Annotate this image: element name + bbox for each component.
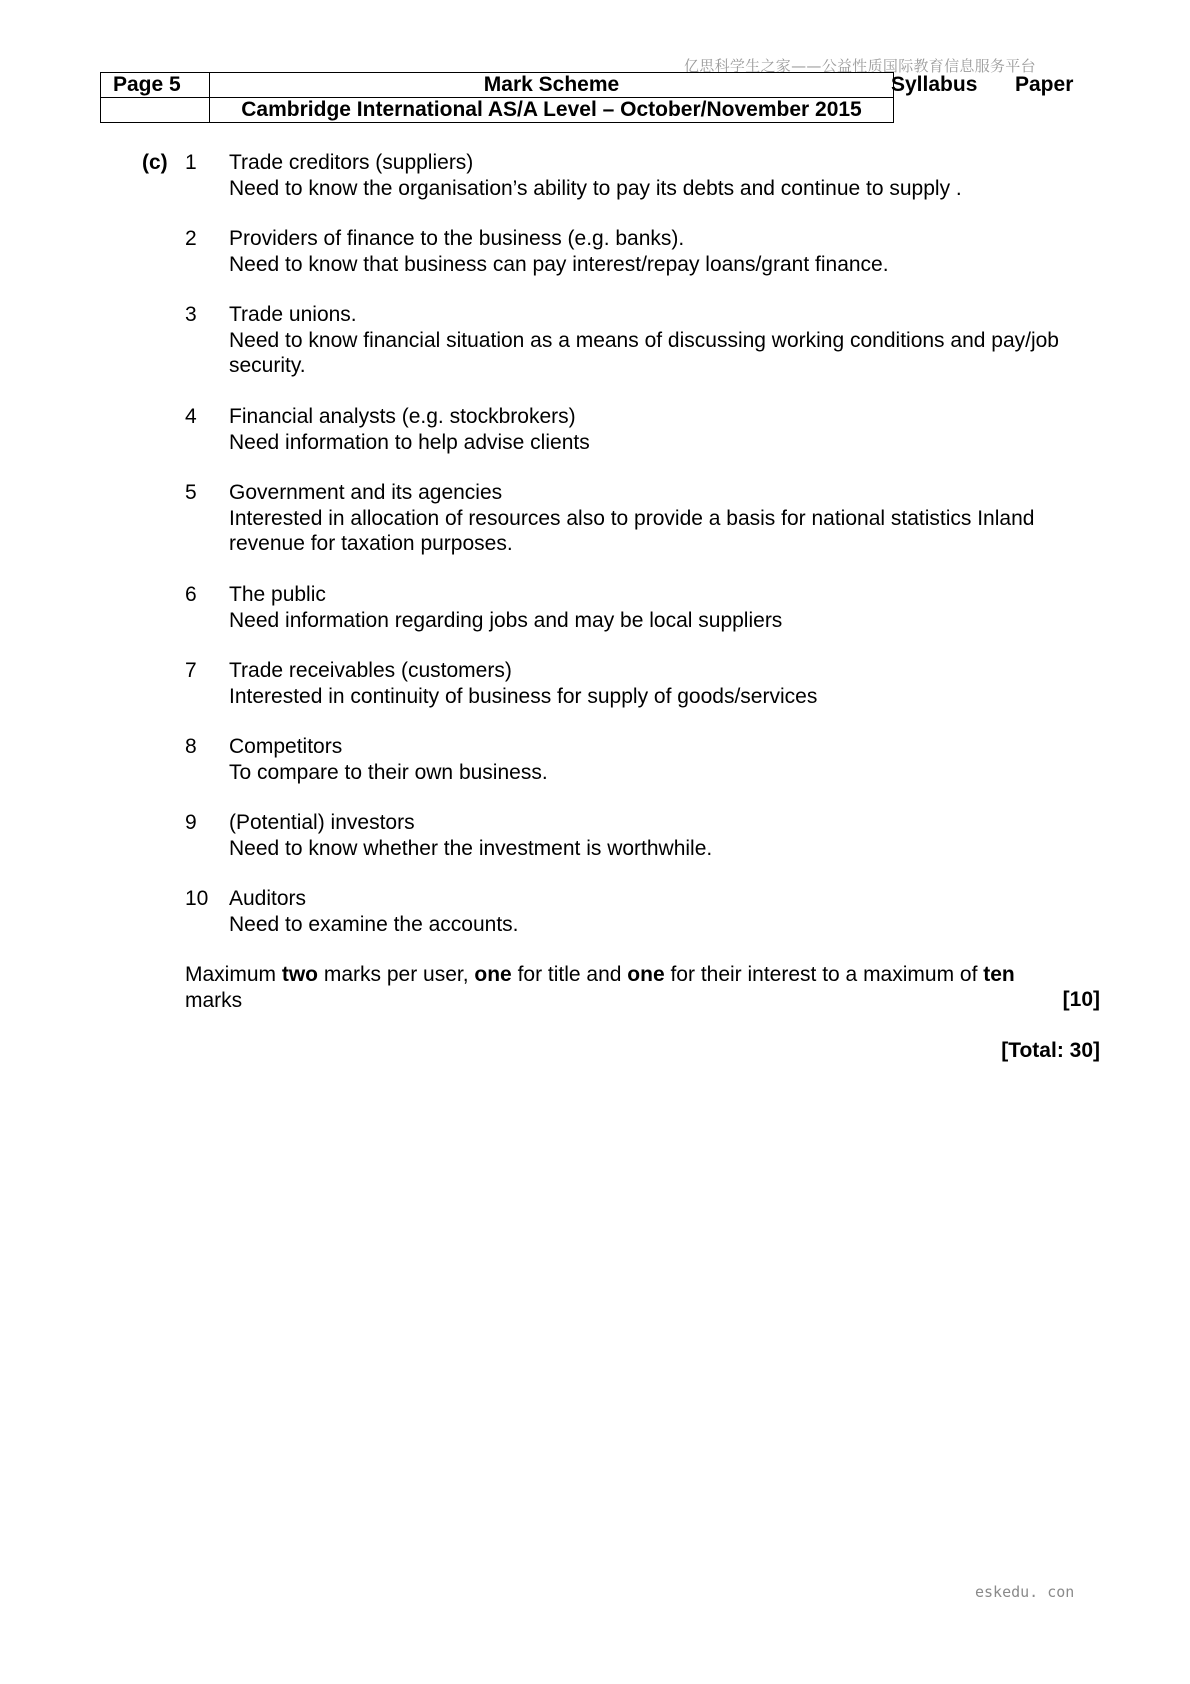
- item-number: 8: [185, 735, 197, 758]
- part-label: (c): [142, 151, 168, 174]
- item-title: Trade creditors (suppliers): [229, 151, 474, 174]
- note-bold: ten: [983, 963, 1015, 986]
- note-bold: one: [627, 963, 665, 986]
- item-description: Need to examine the accounts.: [229, 912, 519, 936]
- note-bold: two: [281, 963, 318, 986]
- header-blank-cell: [101, 98, 210, 123]
- note-text: marks: [185, 988, 243, 1012]
- item-description: Need to know the organisation’s ability to pay its debts and continue to supply .: [229, 176, 962, 200]
- item-description: Interested in continuity of business for supply of goods/services: [229, 684, 818, 708]
- item-number: 10: [185, 887, 209, 910]
- syllabus-label: Syllabus: [891, 73, 978, 96]
- item-description: Need to know whether the investment is worthwhile.: [229, 836, 713, 860]
- item-number: 1: [185, 151, 197, 174]
- mark-allocation-note: [185, 962, 1100, 1013]
- note-text: for their interest to a maximum of: [664, 963, 984, 986]
- item-number: 7: [185, 659, 197, 682]
- note-bold: one: [474, 963, 512, 986]
- item-title: Government and its agencies: [229, 481, 503, 504]
- note-text: Maximum: [185, 963, 282, 986]
- watermark-bottom: eskedu. con: [975, 1583, 1075, 1601]
- item-number: 3: [185, 303, 197, 326]
- item-title: The public: [229, 583, 326, 606]
- item-title: Trade unions.: [229, 303, 357, 326]
- item-number: 9: [185, 811, 197, 834]
- note-text: marks per user,: [318, 963, 475, 986]
- mark-scheme-title: Mark Scheme: [210, 73, 894, 98]
- watermark-top: 亿思科学生之家——公益性质国际教育信息服务平台: [684, 57, 1036, 75]
- item-title: Providers of finance to the business (e.g. banks).: [229, 227, 685, 250]
- item-description: Interested in allocation of resources also to provide a basis for national statistics Inland revenue for taxation purposes.: [229, 506, 1035, 555]
- item-description: Need information to help advise clients: [229, 430, 590, 454]
- item-description: Need information regarding jobs and may be local suppliers: [229, 608, 783, 632]
- item-number: 5: [185, 481, 197, 504]
- item-number: 6: [185, 583, 197, 606]
- header-table: [100, 72, 894, 123]
- paper-label: Paper: [1015, 73, 1074, 96]
- item-number: 4: [185, 405, 197, 428]
- item-title: Competitors: [229, 735, 343, 758]
- item-number: 2: [185, 227, 197, 250]
- item-title: (Potential) investors: [229, 811, 415, 834]
- section-marks: [10]: [1062, 988, 1100, 1011]
- item-title: Financial analysts (e.g. stockbrokers): [229, 405, 576, 428]
- item-description: Need to know financial situation as a means of discussing working conditions and pay/job security.: [229, 328, 1059, 377]
- total-marks: [Total: 30]: [1001, 1039, 1100, 1062]
- exam-subtitle: Cambridge International AS/A Level – October/November 2015: [210, 98, 894, 123]
- item-description: Need to know that business can pay interest/repay loans/grant finance.: [229, 252, 889, 276]
- item-title: Trade receivables (customers): [229, 659, 512, 682]
- item-title: Auditors: [229, 887, 307, 910]
- item-description: To compare to their own business.: [229, 760, 548, 784]
- note-text: for title and: [511, 963, 628, 986]
- page-number: Page 5: [101, 73, 210, 98]
